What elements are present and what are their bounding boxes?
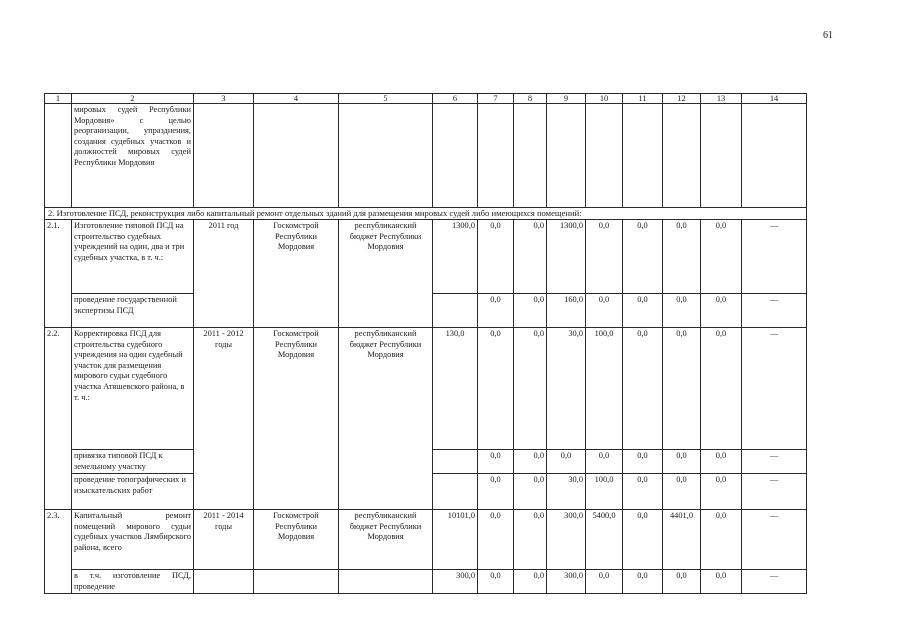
value-cell: 0,0	[514, 328, 547, 450]
item-name: проведение государственной экспертизы ПСД	[72, 294, 194, 328]
value-cell: 100,0	[586, 474, 623, 510]
value-cell: 0,0	[701, 294, 742, 328]
section-title: 2. Изготовление ПСД, реконструкция либо капитальный ремонт отдельных зданий для размещения мировых судей либо имеющихся помещений:	[45, 208, 807, 220]
value-cell: 0,0	[478, 328, 514, 450]
item-executor: Госкомстрой Республики Мордовия	[254, 328, 339, 510]
value-cell: 160,0	[547, 294, 586, 328]
value-cell: 4401,0	[663, 510, 701, 570]
item-source: республиканский бюджет Республики Мордовия	[339, 510, 433, 570]
header-cell: 13	[701, 94, 742, 104]
value-cell: 1300,0	[547, 220, 586, 294]
header-row	[45, 94, 807, 104]
header-cell: 4	[254, 94, 339, 104]
header-cell: 5	[339, 94, 433, 104]
value-cell: 300,0	[433, 570, 478, 594]
value-cell: 0,0	[701, 474, 742, 510]
item-name: мировых судей Республики Мордовия» с целью реорганизации, упразднения, создания судебных участков и должностей мировых судей Республики Мордовия	[72, 104, 194, 208]
value-cell: 0,0	[623, 450, 663, 474]
header-cell: 12	[663, 94, 701, 104]
item-period: 2011 год	[194, 220, 254, 328]
value-cell: 30,0	[547, 328, 586, 450]
value-cell: 300,0	[547, 510, 586, 570]
value-cell: 0,0	[478, 570, 514, 594]
header-cell: 11	[623, 94, 663, 104]
value-cell: 0,0	[701, 328, 742, 450]
section-heading-row	[45, 208, 807, 220]
value-cell: 0,0	[623, 328, 663, 450]
value-cell: 0,0	[663, 570, 701, 594]
item-executor: Госкомстрой Республики Мордовия	[254, 510, 339, 570]
value-cell: 0,0	[623, 510, 663, 570]
item-name: привязка типовой ПСД к земельному участку	[72, 450, 194, 474]
value-cell: 130,0	[433, 328, 478, 450]
value-cell: 1300,0	[433, 220, 478, 294]
value-cell: 0,0	[514, 294, 547, 328]
value-cell: 0,0	[478, 510, 514, 570]
value-cell: 5400,0	[586, 510, 623, 570]
item-name: Капитальный ремонт помещений мирового судьи судебных участков Лямбирского района, всего	[72, 510, 194, 570]
value-cell: 0,0	[663, 450, 701, 474]
value-cell: —	[742, 570, 807, 594]
item-executor: Госкомстрой Республики Мордовия	[254, 220, 339, 328]
item-number: 2.3.	[45, 510, 72, 594]
value-cell: 0,0	[623, 474, 663, 510]
table-row	[45, 570, 807, 594]
value-cell: 0,0	[701, 220, 742, 294]
value-cell: 0,0	[663, 328, 701, 450]
header-cell: 1	[45, 94, 72, 104]
value-cell: —	[742, 510, 807, 570]
value-cell: 100,0	[586, 328, 623, 450]
value-cell: 0,0	[478, 294, 514, 328]
value-cell: 0,0	[663, 474, 701, 510]
value-cell: 0,0	[478, 220, 514, 294]
item-name: проведение топографических и изыскательских работ	[72, 474, 194, 510]
item-source: республиканский бюджет Республики Мордовия	[339, 328, 433, 510]
header-cell: 6	[433, 94, 478, 104]
header-cell: 14	[742, 94, 807, 104]
value-cell: 0,0	[701, 570, 742, 594]
header-cell: 3	[194, 94, 254, 104]
value-cell: 0,0	[701, 450, 742, 474]
value-cell: 10101,0	[433, 510, 478, 570]
item-name: в т.ч. изготовление ПСД, проведение	[72, 570, 194, 594]
header-cell: 10	[586, 94, 623, 104]
header-cell: 9	[547, 94, 586, 104]
value-cell: 0,0	[514, 220, 547, 294]
value-cell: 0,0	[586, 294, 623, 328]
value-cell: —	[742, 474, 807, 510]
header-cell: 7	[478, 94, 514, 104]
value-cell: 30,0	[547, 474, 586, 510]
item-number: 2.2.	[45, 328, 72, 510]
table-row	[45, 104, 807, 208]
item-period: 2011 - 2012 годы	[194, 328, 254, 510]
value-cell: 0,0	[586, 220, 623, 294]
value-cell: 0,0	[478, 450, 514, 474]
item-name: Изготовление типовой ПСД на строительство судебных учреждений на один, два и три судебных участка, в т. ч.:	[72, 220, 194, 294]
page-number: 61	[823, 30, 833, 41]
table-row	[45, 510, 807, 570]
value-cell: —	[742, 294, 807, 328]
value-cell: —	[742, 328, 807, 450]
table-row	[45, 328, 807, 450]
value-cell: 0,0	[623, 570, 663, 594]
item-source: республиканский бюджет Республики Мордовия	[339, 220, 433, 328]
value-cell: 0,0	[586, 450, 623, 474]
value-cell: 0,0	[514, 450, 547, 474]
value-cell: 0,0	[701, 510, 742, 570]
item-name: Корректировка ПСД для строительства судебного учреждения на один судебный участок для размещения мирового судьи судебного участка Атяшевского района, в т. ч.:	[72, 328, 194, 450]
header-cell: 8	[514, 94, 547, 104]
value-cell: 0,0	[514, 474, 547, 510]
item-number: 2.1.	[45, 220, 72, 328]
value-cell: 0,0	[478, 474, 514, 510]
value-cell: —	[742, 220, 807, 294]
value-cell: 0,0	[547, 450, 586, 474]
value-cell: 0,0	[663, 220, 701, 294]
value-cell: 0,0	[663, 294, 701, 328]
table-row	[45, 220, 807, 294]
header-cell: 2	[72, 94, 194, 104]
value-cell: 0,0	[623, 294, 663, 328]
value-cell: 300,0	[547, 570, 586, 594]
value-cell: 0,0	[514, 570, 547, 594]
value-cell: —	[742, 450, 807, 474]
item-period: 2011 - 2014 годы	[194, 510, 254, 570]
program-table	[44, 93, 807, 594]
value-cell: 0,0	[623, 220, 663, 294]
value-cell: 0,0	[514, 510, 547, 570]
value-cell: 0,0	[586, 570, 623, 594]
